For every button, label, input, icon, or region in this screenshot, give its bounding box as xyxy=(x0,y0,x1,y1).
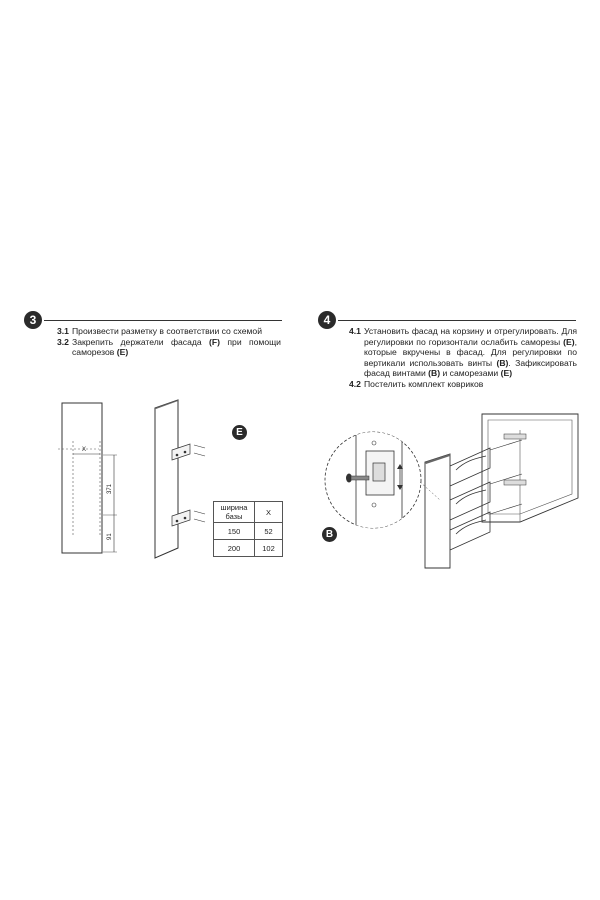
table-row xyxy=(214,540,283,557)
instruction-number: 3.2 xyxy=(57,336,69,347)
table-cell: 200 xyxy=(214,540,255,557)
instruction-text: Установить фасад на корзину и отрегулировать. Для регулировки по горизонтали ослабить саморезы (E), которые вкручены в фасад. Для регулировки по вертикали использовать винты (B). Зафиксировать фасад винтами (B) и саморезами (E) xyxy=(364,326,577,379)
instruction-number: 3.1 xyxy=(57,326,69,336)
instruction-text: Закрепить держатели фасада (F) при помощи саморезов (E) xyxy=(72,336,281,358)
step-4-number: 4 xyxy=(323,313,331,327)
instruction-number: 4.1 xyxy=(349,326,361,336)
step-3-instructions xyxy=(57,326,281,358)
callout-b-letter: B xyxy=(325,529,334,540)
marking-diagram xyxy=(55,395,130,560)
step-4-instructions xyxy=(349,326,577,390)
step-4-badge xyxy=(318,311,336,329)
instruction-text: Произвести разметку в соответствии со схемой xyxy=(72,326,262,336)
instruction-4-1 xyxy=(349,326,577,379)
callout-e-letter: E xyxy=(236,427,243,438)
dim-x-label: X xyxy=(82,447,87,453)
table-cell: 102 xyxy=(255,540,283,557)
table-header-cell: X xyxy=(255,502,283,523)
step-3-divider xyxy=(44,320,282,321)
table-cell: 150 xyxy=(214,523,255,540)
dim-91-label: 91 xyxy=(107,533,113,540)
adjustment-detail-circle xyxy=(318,425,428,535)
instruction-number: 4.2 xyxy=(349,378,361,389)
instruction-3-1 xyxy=(57,326,281,337)
instruction-4-2 xyxy=(349,379,577,390)
callout-b-badge xyxy=(322,527,337,542)
cabinet-basket-drawing xyxy=(420,410,585,570)
step-3-number: 3 xyxy=(29,313,37,327)
table-header-row xyxy=(214,502,283,523)
instruction-3-2 xyxy=(57,337,281,358)
instruction-text: Постелить комплект ковриков xyxy=(364,378,484,389)
width-table xyxy=(213,501,283,557)
step-4-divider xyxy=(338,320,576,321)
table-cell: 52 xyxy=(255,523,283,540)
step-3-badge xyxy=(24,311,42,329)
callout-e-badge xyxy=(232,425,247,440)
table-row xyxy=(214,523,283,540)
dim-371-label: 371 xyxy=(107,483,113,494)
table-header-cell: ширина базы xyxy=(214,502,255,523)
